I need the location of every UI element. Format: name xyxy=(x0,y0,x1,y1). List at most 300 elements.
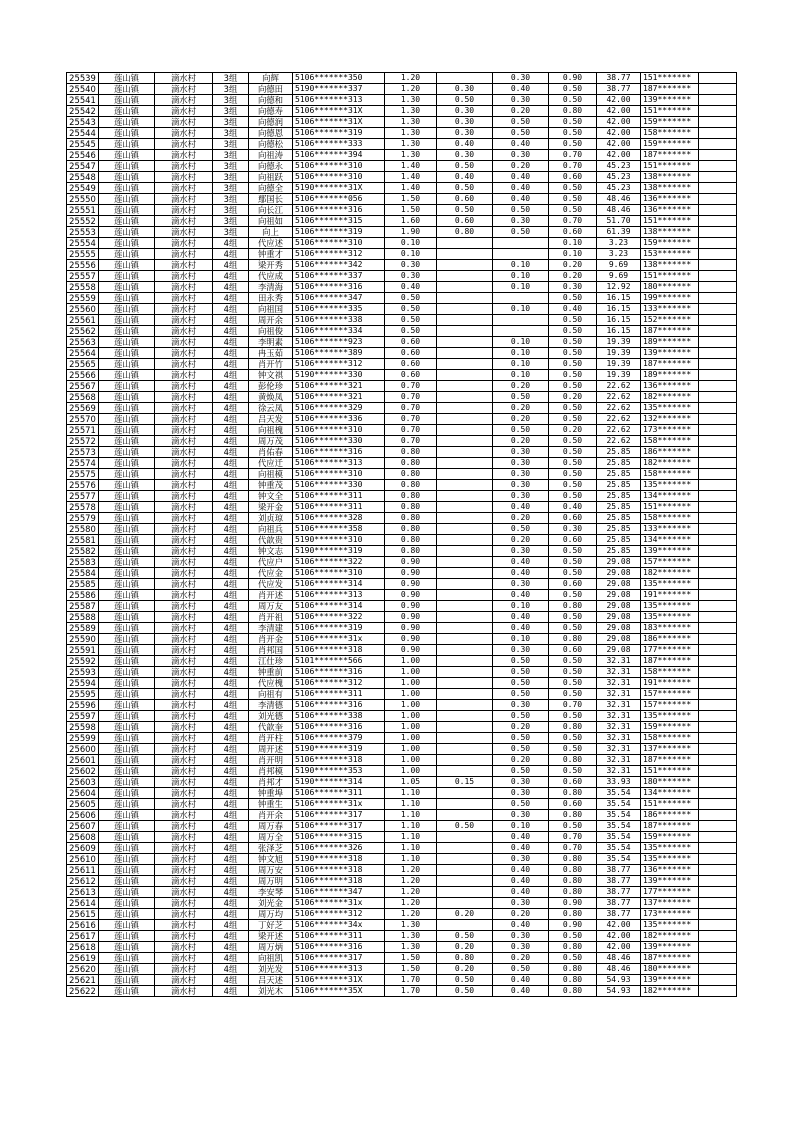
cell-row-number: 25618 xyxy=(67,942,99,953)
cell-id-number: 5106*******389 xyxy=(293,348,385,359)
cell-group: 4组 xyxy=(213,271,249,282)
cell-row-number: 25547 xyxy=(67,161,99,172)
cell-group: 4组 xyxy=(213,623,249,634)
table-row xyxy=(67,755,737,766)
cell-area-b: 0.10 xyxy=(493,601,549,612)
cell-amount: 32.31 xyxy=(597,700,641,711)
cell-area-a xyxy=(437,744,493,755)
cell-id-number: 5190*******310 xyxy=(293,535,385,546)
cell-group: 4组 xyxy=(213,601,249,612)
cell-amount: 35.54 xyxy=(597,854,641,865)
cell-village: 滴水村 xyxy=(155,612,213,623)
cell-name: 周万春 xyxy=(249,821,293,832)
cell-phone: 189******* xyxy=(641,370,699,381)
cell-remark xyxy=(699,931,737,942)
cell-phone: 139******* xyxy=(641,975,699,986)
cell-id-number: 5106*******347 xyxy=(293,293,385,304)
cell-town: 莲山镇 xyxy=(99,656,155,667)
cell-phone: 138******* xyxy=(641,260,699,271)
cell-area-a xyxy=(437,678,493,689)
table-row xyxy=(67,150,737,161)
cell-id-number: 5101*******566 xyxy=(293,656,385,667)
cell-phone: 157******* xyxy=(641,689,699,700)
table-row xyxy=(67,568,737,579)
table-row xyxy=(67,359,737,370)
cell-phone: 182******* xyxy=(641,458,699,469)
cell-town: 莲山镇 xyxy=(99,205,155,216)
cell-name: 徐云凤 xyxy=(249,403,293,414)
cell-remark xyxy=(699,348,737,359)
cell-name: 鄢国长 xyxy=(249,194,293,205)
cell-area-c: 0.50 xyxy=(549,414,597,425)
cell-area-a xyxy=(437,524,493,535)
cell-group: 4组 xyxy=(213,909,249,920)
cell-village: 滴水村 xyxy=(155,414,213,425)
cell-village: 滴水村 xyxy=(155,458,213,469)
cell-total-area: 0.60 xyxy=(385,370,437,381)
cell-area-b: 0.40 xyxy=(493,612,549,623)
cell-total-area: 1.50 xyxy=(385,194,437,205)
cell-amount: 29.08 xyxy=(597,601,641,612)
cell-area-b: 0.50 xyxy=(493,205,549,216)
table-row xyxy=(67,964,737,975)
cell-area-a xyxy=(437,557,493,568)
cell-row-number: 25539 xyxy=(67,73,99,84)
cell-amount: 25.85 xyxy=(597,458,641,469)
cell-name: 周开述 xyxy=(249,744,293,755)
cell-village: 滴水村 xyxy=(155,249,213,260)
cell-total-area: 0.30 xyxy=(385,271,437,282)
cell-area-c: 0.50 xyxy=(549,733,597,744)
cell-total-area: 1.50 xyxy=(385,964,437,975)
cell-village: 滴水村 xyxy=(155,128,213,139)
cell-area-b: 0.50 xyxy=(493,711,549,722)
cell-name: 肖开余 xyxy=(249,810,293,821)
cell-area-b: 0.40 xyxy=(493,865,549,876)
cell-area-c: 0.70 xyxy=(549,700,597,711)
cell-total-area: 1.90 xyxy=(385,227,437,238)
cell-phone: 187******* xyxy=(641,326,699,337)
cell-name: 代应槐 xyxy=(249,678,293,689)
cell-name: 黄焕凤 xyxy=(249,392,293,403)
cell-amount: 22.62 xyxy=(597,425,641,436)
cell-area-b: 0.20 xyxy=(493,909,549,920)
cell-phone: 136******* xyxy=(641,194,699,205)
cell-area-a xyxy=(437,898,493,909)
cell-name: 向德和 xyxy=(249,95,293,106)
cell-town: 莲山镇 xyxy=(99,986,155,997)
cell-area-a: 0.50 xyxy=(437,161,493,172)
cell-village: 滴水村 xyxy=(155,755,213,766)
cell-total-area: 0.80 xyxy=(385,480,437,491)
cell-id-number: 5106*******347 xyxy=(293,887,385,898)
cell-total-area: 0.90 xyxy=(385,568,437,579)
cell-amount: 16.15 xyxy=(597,304,641,315)
cell-group: 4组 xyxy=(213,986,249,997)
cell-total-area: 1.30 xyxy=(385,150,437,161)
table-row xyxy=(67,84,737,95)
cell-remark xyxy=(699,216,737,227)
cell-remark xyxy=(699,986,737,997)
cell-name: 李清德 xyxy=(249,700,293,711)
cell-area-c: 0.50 xyxy=(549,590,597,601)
cell-village: 滴水村 xyxy=(155,304,213,315)
cell-total-area: 0.70 xyxy=(385,381,437,392)
cell-amount: 19.39 xyxy=(597,370,641,381)
cell-town: 莲山镇 xyxy=(99,887,155,898)
cell-amount: 22.62 xyxy=(597,381,641,392)
cell-id-number: 5106*******313 xyxy=(293,95,385,106)
table-row xyxy=(67,436,737,447)
cell-name: 刘光发 xyxy=(249,964,293,975)
cell-phone: 139******* xyxy=(641,876,699,887)
cell-name: 钟重生 xyxy=(249,799,293,810)
cell-town: 莲山镇 xyxy=(99,557,155,568)
cell-row-number: 25541 xyxy=(67,95,99,106)
cell-row-number: 25589 xyxy=(67,623,99,634)
cell-area-b: 0.40 xyxy=(493,623,549,634)
cell-phone: 133******* xyxy=(641,304,699,315)
cell-area-c: 0.60 xyxy=(549,513,597,524)
cell-village: 滴水村 xyxy=(155,315,213,326)
cell-group: 4组 xyxy=(213,315,249,326)
cell-row-number: 25573 xyxy=(67,447,99,458)
cell-remark xyxy=(699,403,737,414)
cell-village: 滴水村 xyxy=(155,436,213,447)
cell-total-area: 0.90 xyxy=(385,634,437,645)
cell-remark xyxy=(699,425,737,436)
cell-row-number: 25574 xyxy=(67,458,99,469)
cell-total-area: 1.70 xyxy=(385,975,437,986)
cell-row-number: 25550 xyxy=(67,194,99,205)
cell-group: 3组 xyxy=(213,216,249,227)
cell-amount: 38.77 xyxy=(597,73,641,84)
cell-phone: 137******* xyxy=(641,898,699,909)
cell-name: 代应户 xyxy=(249,557,293,568)
table-row xyxy=(67,403,737,414)
cell-id-number: 5106*******31x xyxy=(293,634,385,645)
cell-town: 莲山镇 xyxy=(99,711,155,722)
cell-remark xyxy=(699,183,737,194)
cell-area-a: 0.30 xyxy=(437,106,493,117)
cell-phone: 159******* xyxy=(641,117,699,128)
cell-village: 滴水村 xyxy=(155,194,213,205)
cell-phone: 151******* xyxy=(641,502,699,513)
cell-name: 肖邦才 xyxy=(249,777,293,788)
cell-remark xyxy=(699,788,737,799)
cell-town: 莲山镇 xyxy=(99,788,155,799)
cell-area-b: 0.10 xyxy=(493,271,549,282)
cell-phone: 134******* xyxy=(641,788,699,799)
cell-area-a xyxy=(437,436,493,447)
cell-town: 莲山镇 xyxy=(99,964,155,975)
cell-group: 4组 xyxy=(213,326,249,337)
cell-village: 滴水村 xyxy=(155,117,213,128)
cell-row-number: 25565 xyxy=(67,359,99,370)
cell-village: 滴水村 xyxy=(155,678,213,689)
cell-area-c: 0.70 xyxy=(549,843,597,854)
cell-group: 4组 xyxy=(213,348,249,359)
cell-remark xyxy=(699,711,737,722)
table-row xyxy=(67,139,737,150)
cell-phone: 182******* xyxy=(641,931,699,942)
cell-amount: 32.31 xyxy=(597,678,641,689)
cell-village: 滴水村 xyxy=(155,205,213,216)
cell-group: 3组 xyxy=(213,205,249,216)
cell-row-number: 25562 xyxy=(67,326,99,337)
cell-town: 莲山镇 xyxy=(99,601,155,612)
cell-area-a: 0.50 xyxy=(437,95,493,106)
cell-town: 莲山镇 xyxy=(99,953,155,964)
cell-total-area: 1.10 xyxy=(385,821,437,832)
cell-name: 刘贞琼 xyxy=(249,513,293,524)
table-row xyxy=(67,986,737,997)
cell-remark xyxy=(699,106,737,117)
cell-town: 莲山镇 xyxy=(99,183,155,194)
cell-name: 李明素 xyxy=(249,337,293,348)
cell-village: 滴水村 xyxy=(155,788,213,799)
cell-group: 4组 xyxy=(213,766,249,777)
cell-area-c: 0.50 xyxy=(549,447,597,458)
table-row xyxy=(67,271,737,282)
cell-area-c: 0.50 xyxy=(549,348,597,359)
cell-total-area: 0.50 xyxy=(385,315,437,326)
cell-area-b: 0.40 xyxy=(493,843,549,854)
cell-name: 肖邦国 xyxy=(249,645,293,656)
table-row xyxy=(67,513,737,524)
cell-name: 向德润 xyxy=(249,117,293,128)
cell-area-c: 0.20 xyxy=(549,425,597,436)
cell-row-number: 25622 xyxy=(67,986,99,997)
cell-name: 梁开秀 xyxy=(249,260,293,271)
cell-id-number: 5106*******317 xyxy=(293,810,385,821)
cell-area-a: 0.50 xyxy=(437,931,493,942)
cell-remark xyxy=(699,381,737,392)
cell-town: 莲山镇 xyxy=(99,524,155,535)
cell-town: 莲山镇 xyxy=(99,942,155,953)
cell-group: 4组 xyxy=(213,755,249,766)
cell-phone: 139******* xyxy=(641,348,699,359)
cell-total-area: 1.60 xyxy=(385,216,437,227)
cell-phone: 135******* xyxy=(641,920,699,931)
cell-amount: 29.08 xyxy=(597,634,641,645)
cell-area-c: 0.50 xyxy=(549,381,597,392)
cell-group: 4组 xyxy=(213,656,249,667)
cell-amount: 32.31 xyxy=(597,766,641,777)
cell-phone: 186******* xyxy=(641,810,699,821)
table-row xyxy=(67,425,737,436)
cell-town: 莲山镇 xyxy=(99,799,155,810)
table-row xyxy=(67,953,737,964)
cell-amount: 29.08 xyxy=(597,557,641,568)
table-row xyxy=(67,590,737,601)
cell-remark xyxy=(699,744,737,755)
cell-town: 莲山镇 xyxy=(99,535,155,546)
cell-name: 向祖有 xyxy=(249,689,293,700)
cell-village: 滴水村 xyxy=(155,161,213,172)
cell-row-number: 25542 xyxy=(67,106,99,117)
table-row xyxy=(67,128,737,139)
cell-row-number: 25591 xyxy=(67,645,99,656)
cell-area-a xyxy=(437,337,493,348)
table-row xyxy=(67,73,737,84)
cell-area-b: 0.10 xyxy=(493,282,549,293)
cell-name: 周万明 xyxy=(249,876,293,887)
cell-name: 丁好芝 xyxy=(249,920,293,931)
cell-id-number: 5106*******337 xyxy=(293,271,385,282)
cell-row-number: 25621 xyxy=(67,975,99,986)
cell-remark xyxy=(699,524,737,535)
cell-area-b: 0.50 xyxy=(493,799,549,810)
cell-area-b: 0.40 xyxy=(493,568,549,579)
cell-name: 刘光德 xyxy=(249,711,293,722)
cell-remark xyxy=(699,205,737,216)
cell-area-a xyxy=(437,282,493,293)
cell-remark xyxy=(699,964,737,975)
cell-village: 滴水村 xyxy=(155,898,213,909)
cell-name: 吕天述 xyxy=(249,975,293,986)
cell-phone: 187******* xyxy=(641,953,699,964)
cell-village: 滴水村 xyxy=(155,821,213,832)
cell-remark xyxy=(699,645,737,656)
table-row xyxy=(67,183,737,194)
cell-village: 滴水村 xyxy=(155,73,213,84)
cell-area-b: 0.10 xyxy=(493,359,549,370)
cell-area-a xyxy=(437,887,493,898)
cell-phone: 158******* xyxy=(641,667,699,678)
cell-amount: 48.46 xyxy=(597,964,641,975)
cell-remark xyxy=(699,854,737,865)
cell-remark xyxy=(699,326,737,337)
cell-area-a xyxy=(437,392,493,403)
cell-remark xyxy=(699,436,737,447)
cell-area-b: 0.30 xyxy=(493,942,549,953)
cell-name: 向上 xyxy=(249,227,293,238)
cell-area-b: 0.50 xyxy=(493,678,549,689)
cell-town: 莲山镇 xyxy=(99,73,155,84)
cell-town: 莲山镇 xyxy=(99,612,155,623)
cell-area-c: 0.70 xyxy=(549,832,597,843)
cell-area-a xyxy=(437,689,493,700)
cell-phone: 187******* xyxy=(641,84,699,95)
cell-area-a: 0.40 xyxy=(437,172,493,183)
cell-name: 梁开述 xyxy=(249,931,293,942)
cell-town: 莲山镇 xyxy=(99,172,155,183)
cell-id-number: 5106*******318 xyxy=(293,865,385,876)
cell-area-a xyxy=(437,700,493,711)
cell-amount: 35.54 xyxy=(597,843,641,854)
cell-village: 滴水村 xyxy=(155,535,213,546)
cell-total-area: 1.30 xyxy=(385,920,437,931)
cell-town: 莲山镇 xyxy=(99,810,155,821)
table-row xyxy=(67,876,737,887)
cell-id-number: 5106*******311 xyxy=(293,689,385,700)
cell-name: 代歆奎 xyxy=(249,722,293,733)
cell-row-number: 25599 xyxy=(67,733,99,744)
cell-row-number: 25594 xyxy=(67,678,99,689)
cell-name: 向祖槐 xyxy=(249,425,293,436)
cell-group: 4组 xyxy=(213,337,249,348)
cell-area-c: 0.50 xyxy=(549,293,597,304)
cell-total-area: 1.20 xyxy=(385,84,437,95)
cell-id-number: 5106*******350 xyxy=(293,73,385,84)
cell-area-c: 0.50 xyxy=(549,469,597,480)
cell-area-c: 0.80 xyxy=(549,106,597,117)
cell-remark xyxy=(699,392,737,403)
cell-id-number: 5106*******317 xyxy=(293,953,385,964)
cell-name: 钟重前 xyxy=(249,667,293,678)
cell-area-a xyxy=(437,832,493,843)
cell-phone: 158******* xyxy=(641,436,699,447)
cell-area-c: 0.50 xyxy=(549,337,597,348)
cell-area-c: 0.60 xyxy=(549,172,597,183)
cell-phone: 157******* xyxy=(641,700,699,711)
table-row xyxy=(67,238,737,249)
cell-area-b: 0.50 xyxy=(493,744,549,755)
cell-area-b: 0.10 xyxy=(493,821,549,832)
cell-name: 向祖兵 xyxy=(249,524,293,535)
cell-town: 莲山镇 xyxy=(99,326,155,337)
cell-total-area: 0.70 xyxy=(385,425,437,436)
cell-village: 滴水村 xyxy=(155,865,213,876)
cell-row-number: 25620 xyxy=(67,964,99,975)
cell-town: 莲山镇 xyxy=(99,381,155,392)
cell-area-a xyxy=(437,601,493,612)
table-row xyxy=(67,909,737,920)
cell-name: 刘光金 xyxy=(249,898,293,909)
cell-id-number: 5190*******319 xyxy=(293,744,385,755)
cell-total-area: 1.50 xyxy=(385,205,437,216)
cell-amount: 16.15 xyxy=(597,293,641,304)
cell-id-number: 5106*******319 xyxy=(293,227,385,238)
cell-town: 莲山镇 xyxy=(99,161,155,172)
cell-remark xyxy=(699,810,737,821)
cell-area-b: 0.20 xyxy=(493,414,549,425)
cell-amount: 29.08 xyxy=(597,568,641,579)
cell-amount: 22.62 xyxy=(597,403,641,414)
cell-group: 4组 xyxy=(213,722,249,733)
table-row xyxy=(67,634,737,645)
cell-id-number: 5106*******322 xyxy=(293,557,385,568)
cell-group: 4组 xyxy=(213,513,249,524)
cell-area-b: 0.10 xyxy=(493,304,549,315)
cell-area-a: 0.50 xyxy=(437,205,493,216)
table-row xyxy=(67,194,737,205)
cell-village: 滴水村 xyxy=(155,183,213,194)
cell-area-c: 0.80 xyxy=(549,854,597,865)
cell-area-a xyxy=(437,73,493,84)
cell-amount: 35.54 xyxy=(597,810,641,821)
cell-remark xyxy=(699,73,737,84)
cell-remark xyxy=(699,535,737,546)
table-row xyxy=(67,106,737,117)
cell-phone: 177******* xyxy=(641,645,699,656)
cell-phone: 153******* xyxy=(641,249,699,260)
cell-id-number: 5106*******312 xyxy=(293,678,385,689)
cell-town: 莲山镇 xyxy=(99,700,155,711)
cell-town: 莲山镇 xyxy=(99,975,155,986)
cell-amount: 35.54 xyxy=(597,788,641,799)
cell-amount: 42.00 xyxy=(597,150,641,161)
cell-name: 向德田 xyxy=(249,84,293,95)
cell-area-c: 0.60 xyxy=(549,535,597,546)
cell-row-number: 25569 xyxy=(67,403,99,414)
cell-row-number: 25549 xyxy=(67,183,99,194)
cell-area-c: 0.80 xyxy=(549,942,597,953)
cell-group: 4组 xyxy=(213,425,249,436)
cell-area-a xyxy=(437,755,493,766)
table-row xyxy=(67,216,737,227)
